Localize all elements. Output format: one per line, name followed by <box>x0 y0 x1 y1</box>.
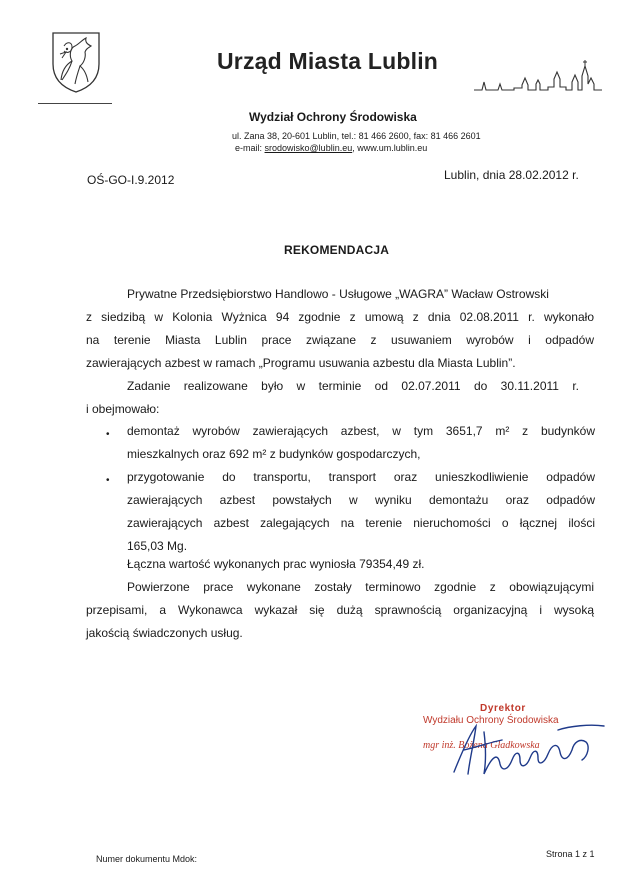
list-item-line: demontaż wyrobów zawierających azbest, w tym 3651,7 m² z budynków <box>127 424 595 438</box>
body-line: Zadanie realizowane było w terminie od 02.07.2011 do 30.11.2011 r. <box>127 379 579 393</box>
bullet-marker: • <box>106 429 110 440</box>
body-line: przepisami, a Wykonawca wykazał się dużą sprawnością organizacyjną i wysoką <box>86 603 594 617</box>
document-number-label: Numer dokumentu Mdok: <box>96 854 198 864</box>
body-line: zawierających azbest w ramach „Programu usuwania azbestu dla Miasta Lublin”. <box>86 356 516 370</box>
body-line: Łączna wartość wykonanych prac wyniosła 79354,49 zł. <box>127 557 425 571</box>
header-rule <box>38 103 112 104</box>
lublin-coat-of-arms-logo <box>50 30 102 94</box>
body-line: Prywatne Przedsiębiorstwo Handlowo - Usługowe „WAGRA” Wacław Ostrowski <box>127 287 549 301</box>
body-line: i obejmowało: <box>86 402 160 416</box>
email-label: e-mail: <box>235 143 263 153</box>
stamp-name: mgr inż. Bożena Gładkowska <box>423 740 540 751</box>
address-line: ul. Zana 38, 20-601 Lublin, tel.: 81 466 2600, fax: 81 466 2601 <box>232 131 481 141</box>
department-name: Wydział Ochrony Środowiska <box>249 110 417 124</box>
website-text: , www.um.lublin.eu <box>352 143 428 153</box>
body-line: z siedzibą w Kolonia Wyżnica 94 zgodnie z umową z dnia 02.08.2011 r. wykonało <box>86 310 594 324</box>
stamp-title: Dyrektor <box>480 703 526 714</box>
list-item-line: zawierających azbest zalegających na terenie nieruchomości o łącznej ilości <box>127 516 595 530</box>
email-link[interactable]: srodowisko@lublin.eu <box>264 143 353 153</box>
stamp-department: Wydziału Ochrony Środowiska <box>423 715 559 726</box>
date-line: Lublin, dnia 28.02.2012 r. <box>444 168 579 182</box>
city-skyline-logo <box>474 54 602 96</box>
body-line: jakością świadczonych usług. <box>86 626 243 640</box>
contact-line <box>235 143 427 153</box>
body-line: na terenie Miasta Lublin prace związane z usuwaniem wyrobów i odpadów <box>86 333 594 347</box>
page-number: Strona 1 z 1 <box>546 849 595 859</box>
office-name: Urząd Miasta Lublin <box>217 48 439 74</box>
body-line: Powierzone prace wykonane zostały terminowo zgodnie z obowiązującymi <box>127 580 594 594</box>
list-item-line: mieszkalnych oraz 692 m² z budynków gospodarczych, <box>127 447 421 461</box>
bullet-marker: • <box>106 475 110 486</box>
list-item-line: zawierających azbest powstałych w wyniku demontażu oraz odpadów <box>127 493 595 507</box>
reference-number: OŚ-GO-I.9.2012 <box>87 173 175 187</box>
list-item-line: 165,03 Mg. <box>127 539 188 553</box>
document-heading: REKOMENDACJA <box>284 243 390 257</box>
list-item-line: przygotowanie do transportu, transport oraz unieszkodliwienie odpadów <box>127 470 595 484</box>
handwritten-signature <box>440 712 610 782</box>
